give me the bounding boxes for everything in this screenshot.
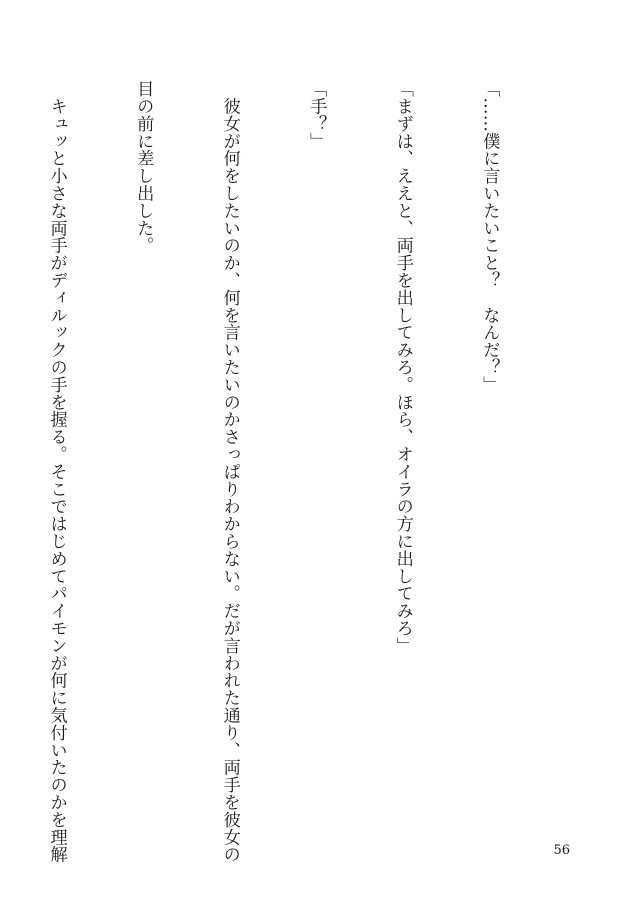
text-line: 彼女が何をしたいのか、何を言いたいのかさっぱりわからない。だが言われた通り、両手を彼女の — [219, 80, 240, 863]
vertical-text-block — [0, 80, 561, 863]
text-line: キュッと小さな両手がディルックの手を握る。そこではじめてパイモンが何に気付いたのかを理解 — [46, 80, 67, 863]
text-line: 目の前に差し出した。 — [133, 80, 154, 254]
text-line: 「手？」 — [306, 80, 327, 150]
text-line: 「……僕に言いたいこと？ なんだ？」 — [479, 80, 500, 394]
text-line: 「まずは、ええと、両手を出してみろ。ほら、オイラの方に出してみろ」 — [392, 80, 413, 655]
page-number: 56 — [553, 843, 570, 858]
